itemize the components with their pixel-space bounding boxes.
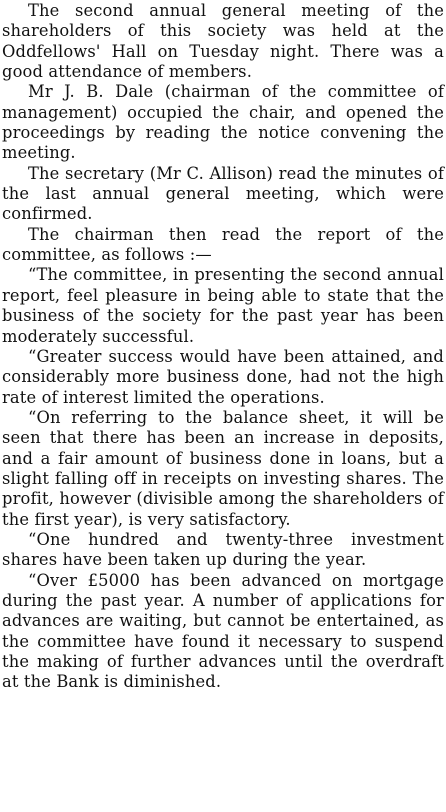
paragraph-report-presenting: “The committee, in presenting the second annual report, feel pleasure in being able to state that the business of the society for the past year has been moderately successful. — [2, 265, 444, 346]
paragraph-report-success: “Greater success would have been attained, and considerably more business done, had not the high rate of interest limited the operations. — [2, 346, 444, 407]
paragraph-chairman: Mr J. B. Dale (chairman of the committee of management) occupied the chair, and opened the proceedings by reading the notice convening the meeting. — [2, 82, 444, 163]
paragraph-report-balance-sheet: “On referring to the balance sheet, it will be seen that there has been an increase in deposits, and a fair amount of business done in loans, but a slight falling off in receipts on investing shares. The profit, however (divisible among the shareholders of the first year), is very satisfactory. — [2, 407, 444, 529]
paragraph-meeting-intro: The second annual general meeting of the shareholders of this society was held at the Oddfellows' Hall on Tuesday night. There was a good attendance of members. — [2, 1, 444, 82]
paragraph-secretary: The secretary (Mr C. Allison) read the minutes of the last annual general meeting, which were confirmed. — [2, 163, 444, 224]
paragraph-report-shares: “One hundred and twenty-three investment shares have been taken up during the year. — [2, 529, 444, 570]
paragraph-report-mortgage: “Over £5000 has been advanced on mortgage during the past year. A number of applications for advances are waiting, but cannot be entertained, as the committee have found it necessary to suspend the making of further advances until the overdraft at the Bank is diminished. — [2, 570, 444, 692]
paragraph-report-intro: The chairman then read the report of the committee, as follows :— — [2, 224, 444, 265]
